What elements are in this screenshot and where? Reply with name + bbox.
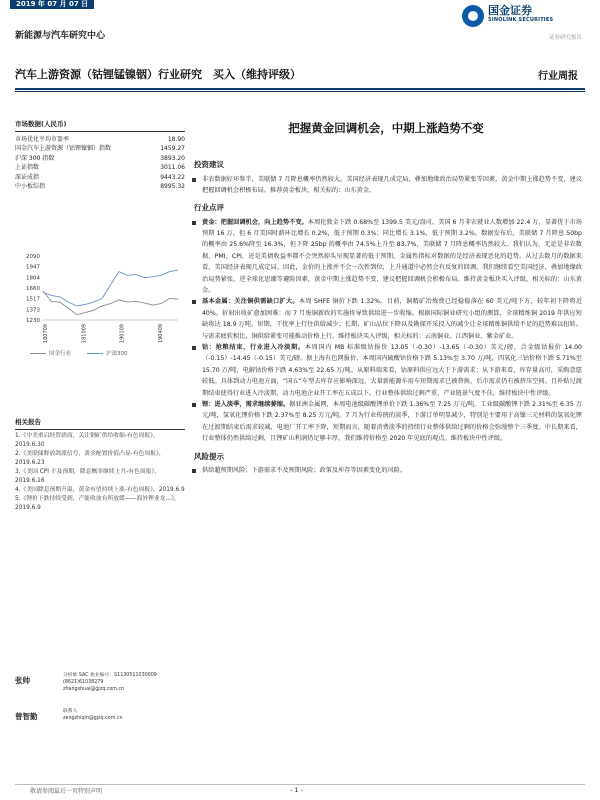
analyst-name: 张帅 — [15, 676, 30, 685]
market-data-row — [15, 163, 185, 173]
report-type: 行业周报 — [538, 71, 578, 82]
y-tick-label: 1947 — [26, 264, 40, 271]
industry-point-text: 本周国内 MB 标准级钴报价 13.05（-0.30）-13.65（-0.30）美元/磅，合金级钴报价 14.00（-0.15）-14.45（-0.15）美元/磅。据上海有色网报价，本周国内硫酸钴价格下跌 5.13%至 3.70 万/吨，四氧化三钴价格下跌 5.71%至 15.70 万/吨，电解钴价格下跌 4.63%至 22.65 万/吨。从原料端来看，钴原料供应远大于下游需求；从下游来看，库存量高可，采购意愿较低。具体到动力电池方面，“国五”车型去库存应影响深远，大量新能源车用车短期需求已被替换，后市需求仍有被挤压空间。且补贴过渡期结束使得行业进入冷淡期，动力电池企业开工率在五成以下。行业整体供给过剩严重，产业链景气度不佳，维持板块中性评级。 — [202, 344, 582, 397]
research-center-name: 新能源与汽车研究中心 — [15, 31, 106, 41]
market-data-label: 沪深 300 指数 — [15, 154, 55, 162]
industry-point-text: 本周 SHFE 铜价下跌 1.32%。目前，铜精矿冶炼费已经稳稳落在 60 美元/吨下方，较年初下降将近 40%。折射出收矿愈加困难：而 7 月废铜新政的实施将导致供给进一步收缩。根据国际铜业研究小组的测算，全球精炼铜 2019 年供应短缺将达 18.9 万吨。短期，干扰率上行往供给减少；长期，矿山品位下降以及勘探开采投入的减少让全球精炼铜供给不足的趋势难以扭转。与需求疲软相比，铜供给紧张可能推动价格上行。维持板块买入评级，相关标的：云南铜业、江西铜业、紫金矿业。 — [202, 298, 583, 340]
x-tick-label: 190109 — [119, 324, 126, 344]
related-report-item[interactable]: 3.《美国 CPI 不及预期，降息概率继续上升-有色周报》，2019.6.16 — [15, 468, 161, 484]
market-data-row — [15, 182, 185, 192]
section-heading-risk: 风险提示 — [194, 451, 224, 461]
section-heading-points: 行业点评 — [194, 203, 224, 213]
related-reports-title: 相关报告 — [15, 418, 185, 430]
header-divider — [15, 88, 585, 90]
analyst-info: 分析师 SAC 执业编号：S1130511030009 (8621)61038279 zhangshuai@gjzq.com.cn — [63, 673, 157, 692]
footer-disclaimer: 敬请参阅最后一页特别声明 — [30, 788, 103, 795]
market-data-row — [15, 144, 185, 154]
y-tick-label: 1517 — [26, 296, 40, 303]
footer-divider — [15, 784, 585, 785]
y-tick-label: 2090 — [26, 254, 40, 260]
industry-point-text: 据亚洲金属网，本周电池级碳酸锂单价下跌 1.36%至 7.25 万元/吨，工业级碳酸锂下跌 2.31%至 6.35 万元/吨，氢氧化锂价格下跌 2.37%至 8.25 万元/吨。7 月为行业传统的淡季，下游订单明显减少，特别是主要用于高镍三元材料的氢氧化锂在过渡期结束后需求较减，电池厂开工率下降，短期而言，随着消费淡季的持续行业整体供给过剩的价格会弥漫整个三季度。中长期来看，行业整体仍然供给过剩，且锂矿山利润仍足够丰厚，我们维持价格至 2020 年见底的观点。维持板块中性评级。 — [202, 401, 582, 443]
analyst-info: 联系人 zengzhiqin@gjzq.com.cn — [63, 709, 123, 721]
market-data-label: 中小板综指 — [15, 183, 46, 191]
chart-legend — [30, 350, 128, 358]
related-reports — [15, 418, 185, 513]
index-chart-svg — [15, 250, 185, 350]
related-reports-list — [15, 432, 185, 513]
index-chart — [15, 250, 185, 365]
industry-point-heading: 黄金：把握回调机会，向上趋势不变。 — [202, 218, 308, 226]
market-data-label: 市场优化平均市盈率 — [15, 135, 70, 143]
series-line — [43, 291, 178, 315]
industry-point — [190, 217, 582, 297]
report-date: 2019 年 07 月 07 日 — [10, 0, 94, 9]
logo-mark-icon — [462, 5, 484, 27]
market-data-value: 1459.27 — [160, 145, 185, 153]
company-logo — [462, 3, 582, 33]
market-data-row — [15, 135, 185, 145]
market-data-label: 深证成指 — [15, 173, 40, 181]
related-report-item[interactable]: 1.《中美重启经贸磋商，关注钢矿供给收缩-有色周报》，2019.6.30 — [15, 432, 159, 448]
report-headline: 汽车上游资源（钴锂锰镍铟）行业研究 买入（维持评级） — [15, 68, 301, 81]
market-data-value: 8995.32 — [160, 183, 185, 191]
market-data-row — [15, 173, 185, 183]
analyst-name: 曾智勤 — [15, 712, 38, 721]
legend-item-hs300: 沪深300 — [87, 350, 128, 358]
related-report-item[interactable]: 5.《锂价下跌持续受到，产能收放有所放缓——海外锂业龙...》，2019.6.9 — [15, 495, 180, 511]
industry-point — [190, 296, 582, 342]
related-report-item[interactable]: 2.《美联储释放鸽派信号，黄金配置价值凸显-有色周报》，2019.6.23 — [15, 450, 165, 466]
x-tick-label: 180709 — [43, 324, 49, 344]
logo-name-en: SINOLINK SECURITIES — [488, 17, 554, 23]
main-content — [190, 120, 582, 476]
market-data-label: 上证指数 — [15, 164, 40, 172]
risk-paragraph: 供给超预期风险；下游需求不及预期风险；政策及库存等因素变化的风险。 — [190, 465, 582, 476]
industry-point-heading: 锂：进入淡季，需求继续萎缩。 — [202, 401, 290, 409]
related-report-item[interactable]: 4.《美国降息预期升温，黄金有望持续上涨-有色周报》，2019.6.9 — [15, 486, 185, 493]
market-data-value: 18.90 — [167, 135, 185, 143]
section-heading-invest: 投资建议 — [194, 160, 224, 170]
industry-point — [190, 342, 582, 399]
x-tick-label: 190409 — [158, 324, 164, 344]
y-tick-label: 1373 — [26, 307, 40, 314]
y-tick-label: 1804 — [26, 275, 40, 282]
header-divider-thin — [15, 91, 585, 92]
research-tag: 证券研究报告 — [548, 35, 582, 41]
analyst-row — [15, 708, 185, 744]
market-data-list — [15, 135, 185, 192]
series-line — [43, 270, 178, 306]
industry-point-heading: 基本金属：关注铜供需缺口扩大。 — [202, 298, 299, 306]
market-data-value: 9443.22 — [160, 173, 185, 181]
industry-point — [190, 399, 582, 445]
market-data-panel — [15, 120, 185, 192]
y-tick-label: 1230 — [26, 318, 40, 324]
analyst-row — [15, 672, 185, 708]
market-data-row — [15, 154, 185, 164]
y-tick-label: 1660 — [26, 286, 40, 292]
logo-name-cn: 国金证券 — [488, 4, 532, 17]
industry-point-text: 本周伦敦金下跌 0.68%至 1399.5 美元/盎司。美国 6 月非农就业人数增加 22.4 万，显著优于市场预期 16 万。但 6 月美国时薪环比增长 0.2%，低于预期 0.3%；同比增长 3.1%，低于预期 3.2%。数据发布后，美联储 7 月降息 50bp 的概率由 25.6%降至 16.3%，但下降 25bp 的概率由 74.5%上升至 83.7%，美联储 7 月降息概率仍然较大。我们认为，无论是非农数据、PMI、CPI，还是美债收益率都不会突然掉头呈现显著的低于预期，金属性指标对数据的是经济表现恶化的趋势。从过去数月的数据来看，美国经济表现几成定局。因此，金价的上涨并不会一次性到位，上升通道中必然会有反复的回调。我们继续看空美国经济，叠加地缘政治局势紧张、逆全球化思潮等避险因素，黄金中期上涨趋势不变，建议把握回调机会积极布局。维持黄金板块买入评级，相关标的：山东黄金。 — [202, 218, 582, 294]
invest-paragraph: 非农数据好坏参半，美联储 7 月降息概率仍然较大。美国经济表现几成定局，叠加地缘政治局势紧张等因素，黄金中期上涨趋势不变，建议把握回调机会积极布局。推荐黄金板块，相关标的：山东黄金。 — [190, 174, 582, 197]
report-title: 把握黄金回调机会，中期上涨趋势不变 — [288, 121, 484, 135]
page-number: - 1 - — [290, 786, 303, 794]
market-data-title: 市场数据(人民币) — [15, 120, 185, 132]
industry-point-heading: 钴：抢粮结束，行业进入冷淡期。 — [202, 344, 305, 352]
x-tick-label: 181009 — [81, 324, 88, 344]
legend-item-industry: 国金行业 — [30, 350, 71, 358]
market-data-label: 国金汽车上游资源（钴锂镍铟）指数 — [15, 145, 112, 153]
industry-points-list — [190, 217, 582, 445]
analyst-panel — [15, 672, 185, 744]
market-data-value: 3011.06 — [160, 164, 185, 172]
market-data-value: 3893.20 — [160, 154, 185, 162]
